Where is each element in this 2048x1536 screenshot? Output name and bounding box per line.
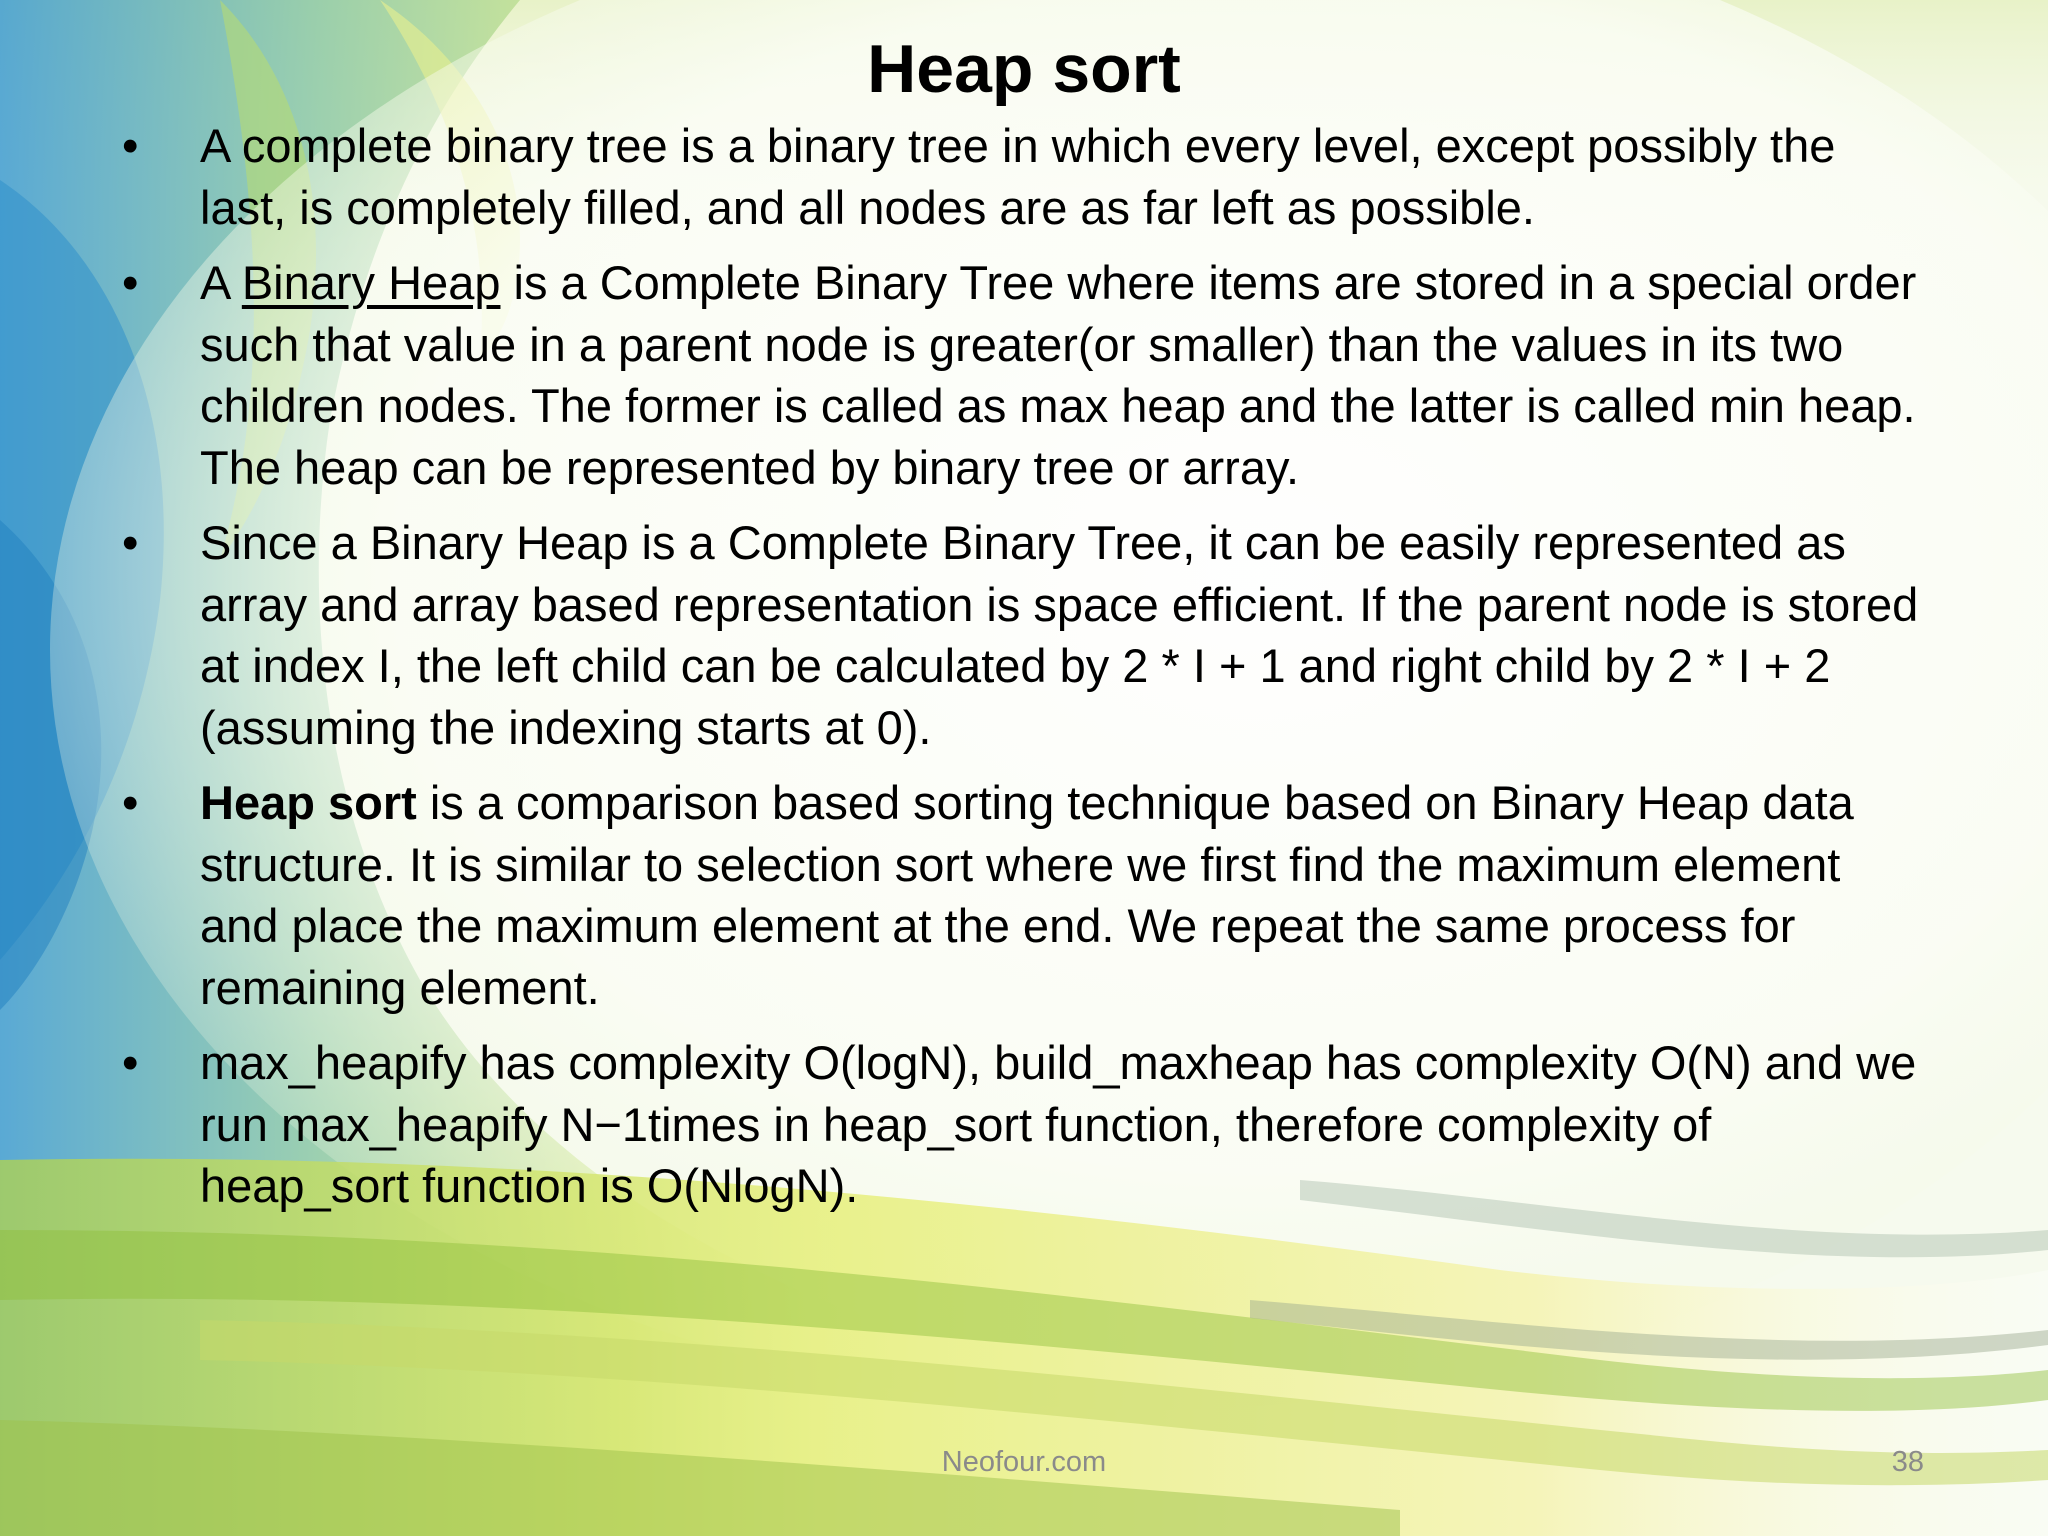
slide-title: Heap sort (867, 31, 1181, 107)
bullet-text: max_heapify has complexity O(logN), build_maxheap has complexity O(N) and we run max_heapify N−1times in heap_sort function, therefore complexity of heap_sort function is O(NlogN). (200, 1036, 1917, 1212)
bullet-text: Since a Binary Heap is a Complete Binary Tree, it can be easily represented as array and array based representation is space efficient. If the parent node is stored at index I, the left child can be calculated by 2 * I + 1 and right child by 2 * I + 2 (assuming the indexing starts at 0). (200, 516, 1919, 754)
bullet-array-representation (200, 512, 1920, 758)
page-number: 38 (1891, 1446, 1924, 1478)
bullet-heap-sort-definition (200, 772, 1920, 1018)
binary-heap-link[interactable]: Binary Heap (241, 256, 501, 309)
bullet-complete-binary-tree (200, 115, 1920, 238)
bullet-list (200, 115, 1920, 1231)
bullet-text: is a comparison based sorting technique based on Binary Heap data structure. It is similar to selection sort where we first find the maximum element and place the maximum element at the end. We repeat the same process for remaining element. (200, 776, 1854, 1014)
bullet-bold-lead: Heap sort (200, 776, 417, 829)
bullet-complexity (200, 1032, 1920, 1217)
footer-text: Neofour.com (941, 1446, 1107, 1478)
bullet-prefix: A (200, 256, 242, 309)
bullet-text: is a Complete Binary Tree where items are stored in a special order such that value in a parent node is greater(or smaller) than the values in its two children nodes. The former is called as max heap and the latter is called min heap. The heap can be represented by binary tree or array. (200, 256, 1917, 494)
bullet-binary-heap (200, 252, 1920, 498)
bullet-text: A complete binary tree is a binary tree in which every level, except possibly the last, is completely filled, and all nodes are as far left as possible. (200, 119, 1836, 234)
